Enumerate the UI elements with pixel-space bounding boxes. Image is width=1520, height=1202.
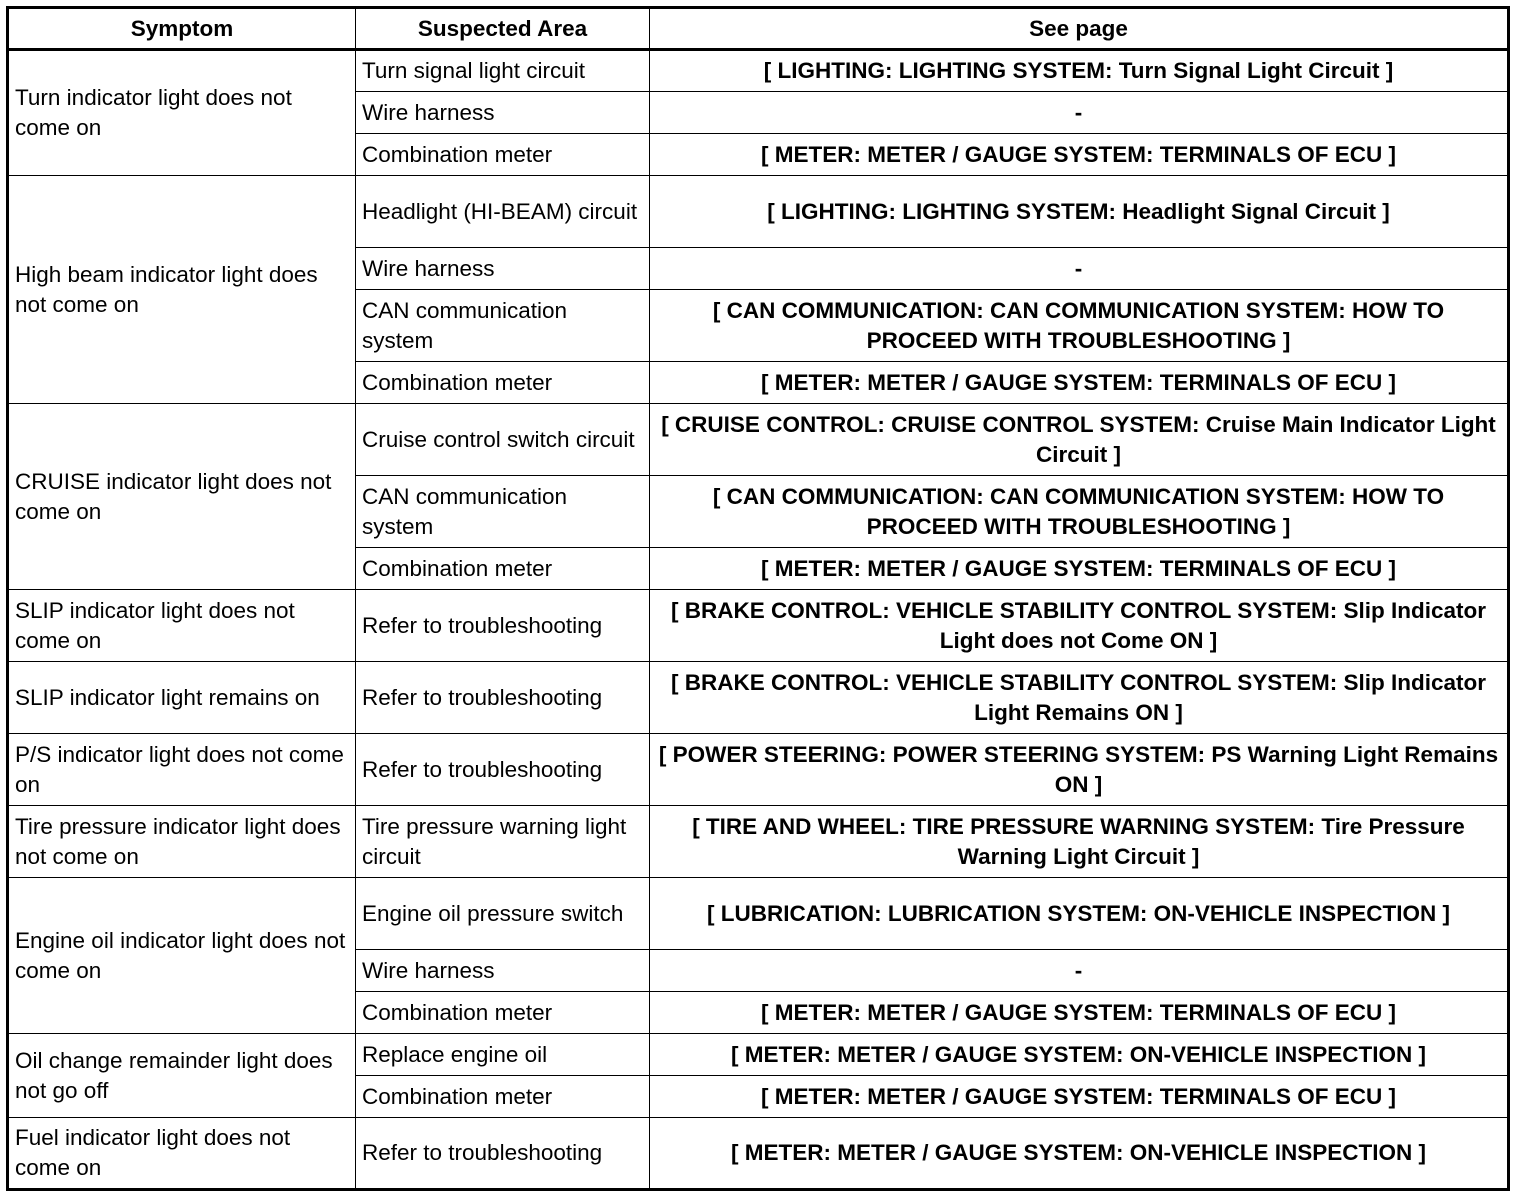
symptom-cell: Turn indicator light does not come on [8, 50, 356, 176]
symptom-cell: High beam indicator light does not come on [8, 176, 356, 404]
symptom-cell: SLIP indicator light does not come on [8, 590, 356, 662]
suspected-area-cell: Wire harness [356, 92, 650, 134]
symptom-cell: P/S indicator light does not come on [8, 734, 356, 806]
table-row [8, 176, 1509, 248]
suspected-area-cell: Combination meter [356, 548, 650, 590]
see-page-cell: [ METER: METER / GAUGE SYSTEM: TERMINALS OF ECU ] [650, 1076, 1509, 1118]
troubleshooting-table [6, 6, 1510, 1191]
suspected-area-cell: Refer to troubleshooting [356, 1118, 650, 1190]
see-page-cell: [ LIGHTING: LIGHTING SYSTEM: Turn Signal Light Circuit ] [650, 50, 1509, 92]
suspected-area-cell: Wire harness [356, 248, 650, 290]
suspected-area-cell: Wire harness [356, 950, 650, 992]
symptom-cell: Tire pressure indicator light does not come on [8, 806, 356, 878]
table-row [8, 806, 1509, 878]
see-page-cell: [ POWER STEERING: POWER STEERING SYSTEM: PS Warning Light Remains ON ] [650, 734, 1509, 806]
table-row [8, 878, 1509, 950]
see-page-cell: [ BRAKE CONTROL: VEHICLE STABILITY CONTROL SYSTEM: Slip Indicator Light does not Come ON ] [650, 590, 1509, 662]
see-page-cell: - [650, 248, 1509, 290]
suspected-area-cell: Engine oil pressure switch [356, 878, 650, 950]
table-row [8, 734, 1509, 806]
see-page-cell: [ BRAKE CONTROL: VEHICLE STABILITY CONTROL SYSTEM: Slip Indicator Light Remains ON ] [650, 662, 1509, 734]
suspected-area-cell: CAN communication system [356, 290, 650, 362]
see-page-cell: [ CAN COMMUNICATION: CAN COMMUNICATION SYSTEM: HOW TO PROCEED WITH TROUBLESHOOTING ] [650, 290, 1509, 362]
suspected-area-cell: Combination meter [356, 992, 650, 1034]
table-row [8, 1118, 1509, 1190]
symptom-cell: CRUISE indicator light does not come on [8, 404, 356, 590]
symptom-cell: Fuel indicator light does not come on [8, 1118, 356, 1190]
header-see-page: See page [650, 8, 1509, 50]
see-page-cell: - [650, 950, 1509, 992]
suspected-area-cell: Combination meter [356, 362, 650, 404]
table-body [8, 50, 1509, 1190]
suspected-area-cell: CAN communication system [356, 476, 650, 548]
suspected-area-cell: Refer to troubleshooting [356, 734, 650, 806]
see-page-cell: [ TIRE AND WHEEL: TIRE PRESSURE WARNING SYSTEM: Tire Pressure Warning Light Circuit ] [650, 806, 1509, 878]
see-page-cell: [ METER: METER / GAUGE SYSTEM: ON-VEHICLE INSPECTION ] [650, 1118, 1509, 1190]
header-suspected-area: Suspected Area [356, 8, 650, 50]
see-page-cell: [ METER: METER / GAUGE SYSTEM: TERMINALS OF ECU ] [650, 362, 1509, 404]
see-page-cell: [ LUBRICATION: LUBRICATION SYSTEM: ON-VEHICLE INSPECTION ] [650, 878, 1509, 950]
see-page-cell: [ LIGHTING: LIGHTING SYSTEM: Headlight Signal Circuit ] [650, 176, 1509, 248]
see-page-cell: [ METER: METER / GAUGE SYSTEM: ON-VEHICLE INSPECTION ] [650, 1034, 1509, 1076]
see-page-cell: [ CRUISE CONTROL: CRUISE CONTROL SYSTEM: Cruise Main Indicator Light Circuit ] [650, 404, 1509, 476]
table-row [8, 1034, 1509, 1076]
suspected-area-cell: Turn signal light circuit [356, 50, 650, 92]
suspected-area-cell: Refer to troubleshooting [356, 662, 650, 734]
see-page-cell: - [650, 92, 1509, 134]
suspected-area-cell: Refer to troubleshooting [356, 590, 650, 662]
see-page-cell: [ CAN COMMUNICATION: CAN COMMUNICATION SYSTEM: HOW TO PROCEED WITH TROUBLESHOOTING ] [650, 476, 1509, 548]
see-page-cell: [ METER: METER / GAUGE SYSTEM: TERMINALS OF ECU ] [650, 992, 1509, 1034]
suspected-area-cell: Tire pressure warning light circuit [356, 806, 650, 878]
header-symptom: Symptom [8, 8, 356, 50]
symptom-cell: SLIP indicator light remains on [8, 662, 356, 734]
suspected-area-cell: Cruise control switch circuit [356, 404, 650, 476]
suspected-area-cell: Headlight (HI-BEAM) circuit [356, 176, 650, 248]
suspected-area-cell: Combination meter [356, 1076, 650, 1118]
header-row [8, 8, 1509, 50]
table-row [8, 662, 1509, 734]
suspected-area-cell: Combination meter [356, 134, 650, 176]
see-page-cell: [ METER: METER / GAUGE SYSTEM: TERMINALS OF ECU ] [650, 134, 1509, 176]
see-page-cell: [ METER: METER / GAUGE SYSTEM: TERMINALS OF ECU ] [650, 548, 1509, 590]
symptom-cell: Engine oil indicator light does not come on [8, 878, 356, 1034]
symptom-cell: Oil change remainder light does not go off [8, 1034, 356, 1118]
table-row [8, 404, 1509, 476]
table-row [8, 590, 1509, 662]
suspected-area-cell: Replace engine oil [356, 1034, 650, 1076]
table-row [8, 50, 1509, 92]
